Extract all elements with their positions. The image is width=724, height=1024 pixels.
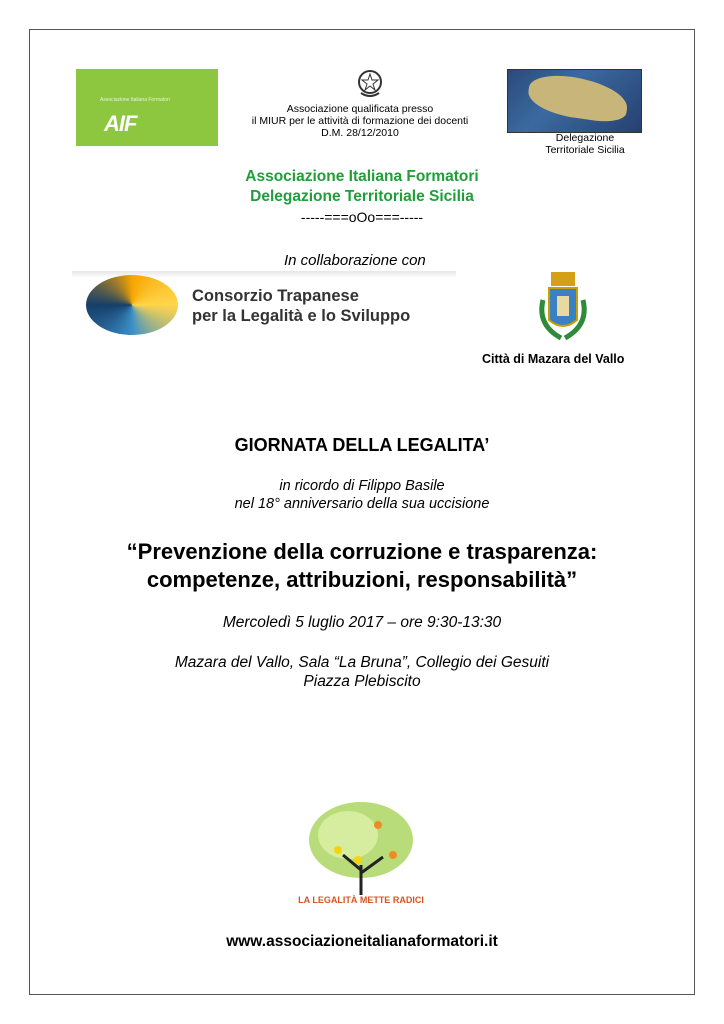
consorzio-logo (72, 271, 456, 341)
miur-line: il MIUR per le attività di formazione dei docenti (251, 115, 469, 127)
organization-delegation: Delegazione Territoriale Sicilia (250, 188, 474, 205)
delegation-caption (520, 132, 650, 156)
italian-emblem-icon (357, 69, 383, 99)
delegation-line: Territoriale Sicilia (545, 144, 625, 156)
aif-logo (76, 69, 218, 146)
delegation-line: Delegazione (555, 132, 615, 144)
venue-line: Mazara del Vallo, Sala “La Bruna”, Collegio dei Gesuiti (174, 654, 550, 671)
collaboration-label: In collaborazione con (284, 252, 426, 269)
consorzio-line: per la Legalità e lo Sviluppo (192, 307, 411, 325)
separator: -----===oOo===----- (300, 209, 424, 225)
svg-text:LA LEGALITÀ METTE RADICI: LA LEGALITÀ METTE RADICI (298, 895, 424, 905)
legalita-tree-logo (298, 795, 424, 910)
organization-name: Associazione Italiana Formatori (245, 168, 479, 185)
sun-emblem-icon (86, 275, 178, 335)
aif-logo-subtitle: Associazione Italiana Formatori (100, 97, 170, 103)
memorial-line: nel 18° anniversario della sua uccisione (234, 496, 490, 512)
aif-logo-mark: AIF (104, 111, 137, 136)
miur-line: D.M. 28/12/2010 (321, 127, 399, 139)
miur-line: Associazione qualificata presso (286, 103, 434, 115)
mazara-coat-of-arms-icon (533, 270, 593, 350)
event-date: Mercoledì 5 luglio 2017 – ore 9:30-13:30 (222, 614, 502, 631)
miur-qualification (230, 103, 490, 139)
theme-line: “Prevenzione della corruzione e trasparenza: (126, 539, 598, 564)
sicily-map-image (507, 69, 642, 133)
theme-line: competenze, attribuzioni, responsabilità” (146, 567, 578, 592)
website-link[interactable]: www.associazioneitalianaformatori.it (226, 933, 498, 950)
memorial-line: in ricordo di Filippo Basile (279, 478, 445, 494)
consorzio-line: Consorzio Trapanese (192, 287, 359, 305)
event-theme (0, 538, 724, 594)
event-title: GIORNATA DELLA LEGALITA’ (234, 435, 490, 455)
city-name: Città di Mazara del Vallo (482, 352, 625, 366)
venue-line: Piazza Plebiscito (303, 673, 421, 690)
